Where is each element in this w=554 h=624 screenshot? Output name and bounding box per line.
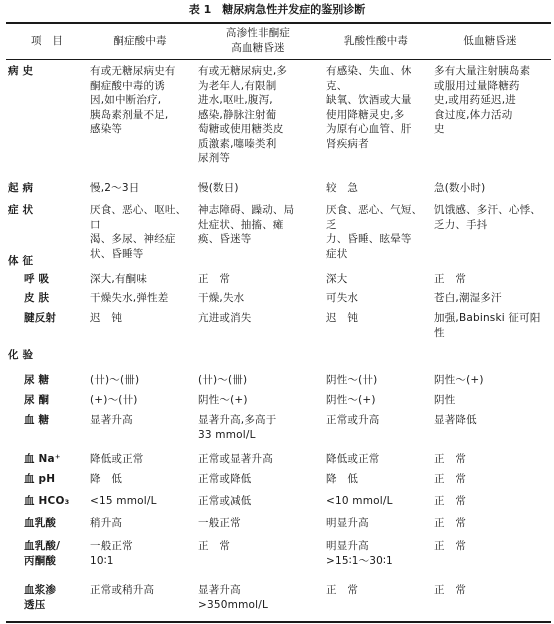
row-label: 呼 吸 xyxy=(24,273,50,285)
table-cell: 多有大量注射胰岛素 或服用过量降糖药 史,或用药延迟,进 食过度,体力活动 史 xyxy=(434,65,531,135)
table-cell: 较 急 xyxy=(326,182,359,194)
bottom-rule xyxy=(6,621,551,623)
table-cell: 阴性 xyxy=(434,394,456,406)
table-cell: 明显升高 >15∶1～30∶1 xyxy=(326,540,393,567)
table-cell: 正 常 xyxy=(434,273,467,285)
row-label: 起 病 xyxy=(8,182,34,194)
table-cell: 阴性～(+) xyxy=(434,374,484,386)
table-cell: 正常或显著升高 xyxy=(198,453,273,465)
table-cell: 阴性～(+) xyxy=(326,394,376,406)
row-label: 血乳酸 xyxy=(24,517,57,529)
table-cell: 有或无糖尿病史,多 为老年人,有限制 进水,呕吐,腹泻, 感染,静脉注射葡 萄糖或使用糖类皮 质激素,噻嗪类利 尿剂等 xyxy=(198,65,288,164)
table-cell: 急(数小时) xyxy=(434,182,486,194)
row-label: 血 pH xyxy=(24,473,56,485)
table-cell: 正 常 xyxy=(434,473,467,485)
table-cell: 有或无糖尿病史有 酮症酸中毒的诱 因,如中断治疗, 胰岛素剂量不足, 感染等 xyxy=(90,65,176,135)
table-cell: 正 常 xyxy=(198,540,231,552)
table-cell: 降低或正常 xyxy=(90,453,144,465)
table-cell: 一般正常 10∶1 xyxy=(90,540,133,567)
table-cell: 正 常 xyxy=(198,273,231,285)
table-cell: <15 mmol/L xyxy=(90,495,157,507)
table-cell: 加强,Babinski 征可阳性 xyxy=(434,312,541,339)
row-label: 尿 糖 xyxy=(24,374,50,386)
table-cell: 降 低 xyxy=(90,473,123,485)
table-cell: 降 低 xyxy=(326,473,359,485)
top-rule xyxy=(6,22,551,24)
table-cell: 正 常 xyxy=(434,584,467,596)
table-cell: 迟 钝 xyxy=(90,312,123,324)
table-cell: 一般正常 xyxy=(198,517,241,529)
table-cell: 亢进或消失 xyxy=(198,312,252,324)
row-label: 血 糖 xyxy=(24,414,50,426)
table-cell: 显著升高 xyxy=(90,414,133,426)
table-cell: 干燥失水,弹性差 xyxy=(90,292,169,304)
row-label: 血 HCO₃ xyxy=(24,495,70,507)
row-label: 体 征 xyxy=(8,255,34,267)
row-label: 血浆渗 透压 xyxy=(24,584,57,611)
row-label: 皮 肤 xyxy=(24,292,50,304)
table-cell: <10 mmol/L xyxy=(326,495,393,507)
table-cell: 阴性～(卄) xyxy=(326,374,378,386)
row-label: 化 验 xyxy=(8,349,34,361)
table-cell: 迟 钝 xyxy=(326,312,359,324)
table-cell: 有感染、失血、休克、 缺氧、饮酒或大量 使用降糖灵史,多 为原有心血管、肝 肾疾病者 xyxy=(326,65,412,150)
table-title: 表 1 糖尿病急性并发症的鉴别诊断 xyxy=(188,3,366,16)
table-cell: 厌食、恶心、气短、乏 力、昏睡、眩晕等 症状 xyxy=(326,204,423,260)
header-cell: 高渗性非酮症 高血糖昏迷 xyxy=(225,27,291,54)
header-rule xyxy=(6,59,551,60)
table-cell: 显著升高,多高于 33 mmol/L xyxy=(198,414,277,441)
table-cell: 正 常 xyxy=(434,517,467,529)
table-cell: 饥饿感、多汗、心悸、 乏力、手抖 xyxy=(434,204,541,231)
row-label: 血乳酸/ 丙酮酸 xyxy=(24,540,61,567)
table-cell: (卄)～(卌) xyxy=(90,374,140,386)
table-cell: (卄)～(卌) xyxy=(198,374,248,386)
table-cell: 慢(数日) xyxy=(198,182,239,194)
table-cell: 正常或升高 xyxy=(326,414,380,426)
header-cell: 低血糖昏迷 xyxy=(463,35,517,47)
header-cell: 酮症酸中毒 xyxy=(113,35,167,47)
table-cell: 深大,有酮味 xyxy=(90,273,148,285)
table-cell: 显著升高 >350mmol/L xyxy=(198,584,269,611)
header-cell: 乳酸性酸中毒 xyxy=(343,35,409,47)
table-cell: 显著降低 xyxy=(434,414,477,426)
table-cell: 正常或稍升高 xyxy=(90,584,155,596)
row-label: 血 Na⁺ xyxy=(24,453,61,465)
table-cell: 苍白,潮湿多汗 xyxy=(434,292,502,304)
table-cell: 厌食、恶心、呕吐、口 渴、多尿、神经症 状、昏睡等 xyxy=(90,204,187,260)
table-cell: 慢,2～3日 xyxy=(90,182,140,194)
row-label: 病 史 xyxy=(8,65,34,77)
table-cell: 正常或减低 xyxy=(198,495,252,507)
table-cell: 正 常 xyxy=(434,453,467,465)
header-cell: 项 目 xyxy=(30,35,64,47)
table-cell: 阴性～(+) xyxy=(198,394,248,406)
table-cell: 可失水 xyxy=(326,292,359,304)
table-cell: (+)～(卄) xyxy=(90,394,138,406)
table-cell: 正 常 xyxy=(326,584,359,596)
table-cell: 降低或正常 xyxy=(326,453,380,465)
row-label: 尿 酮 xyxy=(24,394,50,406)
row-label: 症 状 xyxy=(8,204,34,216)
table-cell: 深大 xyxy=(326,273,348,285)
table-cell: 明显升高 xyxy=(326,517,369,529)
table-cell: 正 常 xyxy=(434,495,467,507)
table-cell: 干燥,失水 xyxy=(198,292,245,304)
table-cell: 稍升高 xyxy=(90,517,123,529)
table-cell: 正 常 xyxy=(434,540,467,552)
table-cell: 正常或降低 xyxy=(198,473,252,485)
row-label: 腱反射 xyxy=(24,312,57,324)
table-cell: 神志障碍、躁动、局 灶症状、抽搐、瘫 痪、昏迷等 xyxy=(198,204,295,245)
